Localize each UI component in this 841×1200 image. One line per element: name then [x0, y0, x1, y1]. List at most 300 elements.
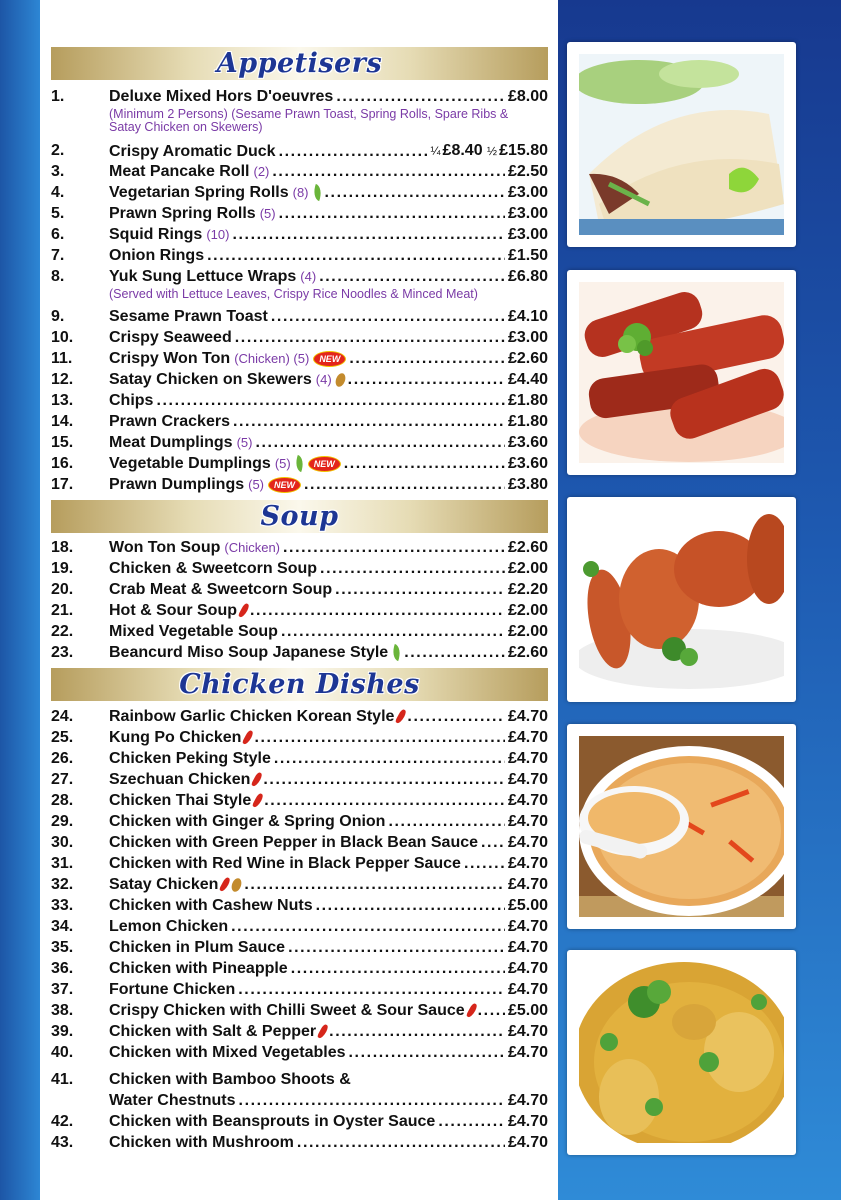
item-line [109, 86, 548, 107]
item-name: Chips [109, 392, 154, 409]
item-quantity: (2) [253, 164, 270, 179]
menu-item-3 [51, 161, 548, 182]
item-number: 5. [51, 205, 65, 222]
section-title: Soup [260, 501, 339, 532]
item-line [109, 748, 548, 769]
item-price: £2.60 [507, 539, 548, 556]
item-price: £3.00 [507, 184, 548, 201]
dot-leader [438, 1111, 505, 1132]
item-number: 30. [51, 834, 74, 851]
curry-illustration [579, 962, 784, 1143]
item-number: 21. [51, 602, 74, 619]
item-name: Crispy Chicken with Chilli Sweet & Sour Sauce [109, 1002, 465, 1019]
item-price: £3.00 [507, 329, 548, 346]
item-number: 34. [51, 918, 74, 935]
item-name: Rainbow Garlic Chicken Korean Style [109, 708, 395, 725]
item-line [109, 621, 548, 642]
menu-item-32 [51, 874, 548, 895]
item-price: £4.70 [507, 1113, 548, 1130]
item-price: £2.60 [507, 644, 548, 661]
menu-item-17 [51, 474, 548, 495]
item-price: £4.70 [507, 855, 548, 872]
item-price: £4.70 [507, 792, 548, 809]
menu-item-31 [51, 853, 548, 874]
item-name: Chicken with Red Wine in Black Pepper Sauce [109, 855, 461, 872]
item-line [109, 579, 548, 600]
menu-item-19 [51, 558, 548, 579]
dot-leader [464, 853, 505, 874]
item-price: £2.00 [507, 623, 548, 640]
item-number: 32. [51, 876, 74, 893]
item-price: £4.70 [507, 750, 548, 767]
item-line [109, 245, 548, 266]
item-line [109, 811, 548, 832]
item-name: Crispy Aromatic Duck [109, 142, 276, 160]
item-number: 40. [51, 1044, 74, 1061]
dot-leader [349, 1042, 505, 1063]
item-line [109, 979, 548, 1000]
item-line [109, 327, 548, 348]
item-quantity: (5) [236, 435, 253, 450]
item-price: £3.00 [507, 205, 548, 222]
item-price: £2.00 [507, 602, 548, 619]
menu-item-39 [51, 1021, 548, 1042]
dot-leader [404, 642, 505, 663]
dot-leader [297, 1132, 505, 1153]
menu-item-21 [51, 600, 548, 621]
menu-item-7 [51, 245, 548, 266]
item-name: Won Ton Soup [109, 539, 221, 556]
soup-illustration [579, 736, 784, 917]
item-line [109, 895, 548, 916]
dot-leader [272, 161, 505, 182]
item-line [109, 558, 548, 579]
menu-item-26 [51, 748, 548, 769]
item-line [109, 1000, 548, 1021]
item-price: £2.20 [507, 581, 548, 598]
item-price: £2.00 [507, 560, 548, 577]
item-name: Chicken with Mixed Vegetables [109, 1044, 346, 1061]
duck-wrap-illustration [579, 54, 784, 235]
item-line [109, 937, 548, 958]
new-badge-icon: NEW [313, 351, 346, 367]
item-quantity: (5) [259, 206, 276, 221]
item-line [109, 474, 548, 495]
item-price: £4.70 [507, 1023, 548, 1040]
item-price: £4.40 [507, 371, 548, 388]
item-line [109, 203, 548, 224]
item-number: 20. [51, 581, 74, 598]
menu-item-24 [51, 706, 548, 727]
item-line [109, 537, 548, 558]
spare-ribs-illustration [579, 282, 784, 463]
item-name: Hot & Sour Soup [109, 602, 237, 619]
item-number: 2. [51, 142, 65, 159]
dot-leader [335, 579, 505, 600]
menu-item-1 [51, 86, 548, 107]
item-number: 42. [51, 1113, 74, 1130]
photo-hot-sour-soup [567, 724, 796, 929]
price-quarter: £8.40 [442, 142, 483, 159]
chilli-icon [252, 792, 264, 808]
item-name: Fortune Chicken [109, 981, 236, 998]
item-number: 38. [51, 1002, 74, 1019]
dot-leader [388, 811, 505, 832]
item-price: £4.70 [507, 813, 548, 830]
menu-item-33 [51, 895, 548, 916]
item-name: Chicken Peking Style [109, 750, 271, 767]
item-line [109, 916, 548, 937]
menu-item-27 [51, 769, 548, 790]
menu-item-43 [51, 1132, 548, 1153]
dot-leader [288, 937, 505, 958]
dot-leader [235, 327, 505, 348]
item-line [109, 706, 548, 727]
menu-item-16 [51, 453, 548, 474]
section-banner-appetisers [51, 47, 548, 80]
vegetarian-leaf-icon [292, 455, 306, 472]
dot-leader [349, 348, 505, 369]
dot-leader [407, 706, 505, 727]
dot-leader [207, 245, 505, 266]
item-price: £4.70 [507, 834, 548, 851]
item-price: £3.60 [507, 455, 548, 472]
menu-item-18 [51, 537, 548, 558]
vegetarian-leaf-icon [310, 184, 324, 201]
chilli-icon [465, 1002, 477, 1018]
item-number: 12. [51, 371, 74, 388]
menu-item-2 [51, 140, 548, 161]
item-price: £4.70 [507, 981, 548, 998]
dot-leader [250, 600, 505, 621]
new-badge-icon: NEW [308, 456, 341, 472]
section-banner-soup [51, 500, 548, 533]
item-name: Beancurd Miso Soup Japanese Style [109, 644, 389, 661]
item-number: 18. [51, 539, 74, 556]
photo-spare-ribs [567, 270, 796, 475]
item-name: Chicken Thai Style [109, 792, 252, 809]
dot-leader [325, 182, 505, 203]
item-number: 35. [51, 939, 74, 956]
item-line [109, 1090, 548, 1111]
item-line [109, 161, 548, 182]
item-line [109, 642, 548, 663]
menu-item-15 [51, 432, 548, 453]
price-fraction: ¼ [430, 144, 441, 158]
item-name: Szechuan Chicken [109, 771, 251, 788]
chilli-icon [242, 729, 254, 745]
item-name: Chicken with Mushroom [109, 1134, 294, 1151]
item-name: Chicken with Ginger & Spring Onion [109, 813, 386, 830]
item-name: Chicken in Plum Sauce [109, 939, 286, 956]
menu-item-35 [51, 937, 548, 958]
menu-item-25 [51, 727, 548, 748]
item-line [109, 432, 548, 453]
item-price: £1.80 [507, 392, 548, 409]
item-price: £4.70 [507, 1134, 548, 1151]
item-quantity: (Chicken) [224, 540, 280, 555]
item-name: Vegetarian Spring Rolls [109, 184, 289, 201]
item-price: £1.50 [507, 247, 548, 264]
peanut-icon [334, 371, 347, 387]
item-number: 6. [51, 226, 65, 243]
dot-leader [481, 832, 505, 853]
item-line [109, 874, 548, 895]
item-name: Prawn Dumplings [109, 476, 245, 493]
item-note: (Minimum 2 Persons) (Sesame Prawn Toast, Spring Rolls, Spare Ribs & Satay Chicken on Skewers) [109, 107, 509, 134]
item-line [109, 600, 548, 621]
item-price: £3.80 [507, 476, 548, 493]
item-line [109, 140, 548, 162]
photo-chicken-curry [567, 950, 796, 1155]
dot-leader [263, 769, 505, 790]
item-number: 9. [51, 308, 65, 325]
dot-leader [255, 432, 505, 453]
item-name: Chicken with Pineapple [109, 960, 288, 977]
item-number: 1. [51, 88, 65, 105]
chilli-icon [317, 1023, 329, 1039]
item-name: Chicken & Sweetcorn Soup [109, 560, 318, 577]
dot-leader [348, 369, 505, 390]
item-line [109, 348, 548, 369]
dot-leader [254, 727, 505, 748]
item-price: £3.00 [507, 226, 548, 243]
dot-leader [336, 86, 505, 107]
item-name: Onion Rings [109, 247, 205, 264]
chilli-icon [238, 602, 250, 618]
new-badge-icon: NEW [268, 477, 301, 493]
item-name: Deluxe Mixed Hors D'oeuvres [109, 88, 334, 105]
item-quantity: (5) [274, 456, 291, 471]
item-name: Chicken with Beansprouts in Oyster Sauce [109, 1113, 436, 1130]
section-banner-chicken [51, 668, 548, 701]
item-number: 15. [51, 434, 74, 451]
menu-item-36 [51, 958, 548, 979]
item-number: 39. [51, 1023, 74, 1040]
dot-leader [291, 958, 505, 979]
item-number: 25. [51, 729, 74, 746]
item-line [109, 1132, 548, 1153]
menu-item-5 [51, 203, 548, 224]
item-note: (Served with Lettuce Leaves, Crispy Rice Noodles & Minced Meat) [109, 287, 478, 301]
item-line [109, 832, 548, 853]
fried-chicken-illustration [579, 509, 784, 690]
item-quantity: (10) [206, 227, 230, 242]
item-number: 31. [51, 855, 74, 872]
item-name: Satay Chicken [109, 876, 219, 893]
item-number: 26. [51, 750, 74, 767]
item-price: £4.10 [507, 308, 548, 325]
item-price: £8.00 [507, 88, 548, 105]
dot-leader [283, 537, 505, 558]
dot-leader [232, 224, 505, 245]
price-half: £15.80 [499, 142, 548, 159]
item-price: £4.70 [507, 1044, 548, 1061]
menu-item-42 [51, 1111, 548, 1132]
dot-leader [233, 411, 505, 432]
item-number: 7. [51, 247, 65, 264]
photo-duck-wraps [567, 42, 796, 247]
item-number: 27. [51, 771, 74, 788]
menu-item-10 [51, 327, 548, 348]
vegetarian-leaf-icon [390, 644, 404, 661]
dot-leader [156, 390, 505, 411]
item-name: Satay Chicken on Skewers [109, 371, 312, 388]
item-line [109, 1042, 548, 1063]
dot-leader [304, 474, 505, 495]
section-title: Chicken Dishes [179, 669, 420, 700]
item-line [109, 266, 548, 287]
dot-leader [320, 558, 505, 579]
menu-item-37 [51, 979, 548, 1000]
item-number: 29. [51, 813, 74, 830]
item-price: £4.70 [507, 1092, 548, 1109]
item-name: Kung Po Chicken [109, 729, 242, 746]
item-number: 11. [51, 350, 73, 367]
item-name: Crab Meat & Sweetcorn Soup [109, 581, 333, 598]
dot-leader [264, 790, 505, 811]
item-price: £5.00 [507, 897, 548, 914]
item-quantity: (8) [292, 185, 309, 200]
item-line [109, 453, 548, 474]
item-price [431, 140, 548, 162]
section-title: Appetisers [216, 48, 383, 79]
item-name: Meat Dumplings [109, 434, 233, 451]
chilli-icon [395, 708, 407, 724]
menu-item-41 [51, 1090, 548, 1111]
item-number: 23. [51, 644, 74, 661]
item-number: 36. [51, 960, 74, 977]
menu-item-8 [51, 266, 548, 287]
dot-leader [274, 748, 505, 769]
item-price: £4.70 [507, 729, 548, 746]
item-name: Sesame Prawn Toast [109, 308, 268, 325]
item-price: £4.70 [507, 960, 548, 977]
item-quantity: (Chicken) (5) [234, 351, 310, 366]
price-fraction: ½ [487, 144, 498, 158]
item-price: £1.80 [507, 413, 548, 430]
dot-leader [281, 621, 505, 642]
item-quantity: (4) [315, 372, 332, 387]
item-name: Crispy Seaweed [109, 329, 232, 346]
item-number: 19. [51, 560, 74, 577]
item-line [109, 958, 548, 979]
menu-item-22 [51, 621, 548, 642]
item-name: Chicken with Green Pepper in Black Bean Sauce [109, 834, 479, 851]
item-name: Vegetable Dumplings [109, 455, 271, 472]
item-number: 8. [51, 268, 65, 285]
item-line [109, 790, 548, 811]
menu-item-13 [51, 390, 548, 411]
item-name: Chicken with Salt & Pepper [109, 1023, 317, 1040]
item-price: £3.60 [507, 434, 548, 451]
menu-item-28 [51, 790, 548, 811]
item-line [109, 769, 548, 790]
dot-leader [344, 453, 505, 474]
item-line [109, 411, 548, 432]
menu-item-14 [51, 411, 548, 432]
item-line [109, 224, 548, 245]
item-number: 41. [51, 1071, 74, 1088]
menu-item-40 [51, 1042, 548, 1063]
menu-item-6 [51, 224, 548, 245]
item-number: 4. [51, 184, 65, 201]
dot-leader [319, 266, 505, 287]
dot-leader [279, 203, 505, 224]
item-number: 10. [51, 329, 74, 346]
item-number: 33. [51, 897, 74, 914]
chilli-icon [251, 771, 263, 787]
menu-item-12 [51, 369, 548, 390]
item-line [109, 1021, 548, 1042]
item-line [109, 1111, 548, 1132]
dot-leader [279, 141, 428, 162]
menu-item-20 [51, 579, 548, 600]
item-number: 16. [51, 455, 74, 472]
dot-leader [316, 895, 505, 916]
item-line [109, 853, 548, 874]
item-name: Chicken with Cashew Nuts [109, 897, 313, 914]
item-line [109, 369, 548, 390]
item-price: £4.70 [507, 708, 548, 725]
chilli-icon [219, 876, 231, 892]
dot-leader [478, 1000, 505, 1021]
menu-item-38 [51, 1000, 548, 1021]
left-border [0, 0, 40, 1200]
item-line [109, 727, 548, 748]
item-name: Crispy Won Ton [109, 350, 231, 367]
item-number: 28. [51, 792, 74, 809]
item-price: £2.50 [507, 163, 548, 180]
item-name: Water Chestnuts [109, 1092, 236, 1109]
dot-leader [329, 1021, 505, 1042]
menu-item-9 [51, 306, 548, 327]
menu-item-4 [51, 182, 548, 203]
peanut-icon [230, 876, 243, 892]
menu-item-11 [51, 348, 548, 369]
item-price: £4.70 [507, 876, 548, 893]
item-number: 43. [51, 1134, 74, 1151]
dot-leader [238, 979, 505, 1000]
item-price: £4.70 [507, 939, 548, 956]
item-price: £6.80 [507, 268, 548, 285]
item-line [109, 182, 548, 203]
item-name: Yuk Sung Lettuce Wraps [109, 268, 297, 285]
item-number: 14. [51, 413, 74, 430]
menu-item-29 [51, 811, 548, 832]
item-quantity: (5) [248, 477, 265, 492]
dot-leader [271, 306, 505, 327]
item-number: 24. [51, 708, 74, 725]
item-number: 37. [51, 981, 74, 998]
item-number: 22. [51, 623, 74, 640]
item-name: Prawn Crackers [109, 413, 230, 430]
item-number: 3. [51, 163, 65, 180]
item-quantity: (4) [300, 269, 317, 284]
menu-item-23 [51, 642, 548, 663]
dot-leader [244, 874, 505, 895]
menu-item-34 [51, 916, 548, 937]
item-name: Mixed Vegetable Soup [109, 623, 278, 640]
photo-fried-chicken [567, 497, 796, 702]
item-number: 17. [51, 476, 74, 493]
item-name: Squid Rings [109, 226, 203, 243]
item-price: £4.70 [507, 918, 548, 935]
item-price: £4.70 [507, 771, 548, 788]
item-number: 13. [51, 392, 74, 409]
dot-leader [239, 1090, 505, 1111]
item-price: £2.60 [507, 350, 548, 367]
